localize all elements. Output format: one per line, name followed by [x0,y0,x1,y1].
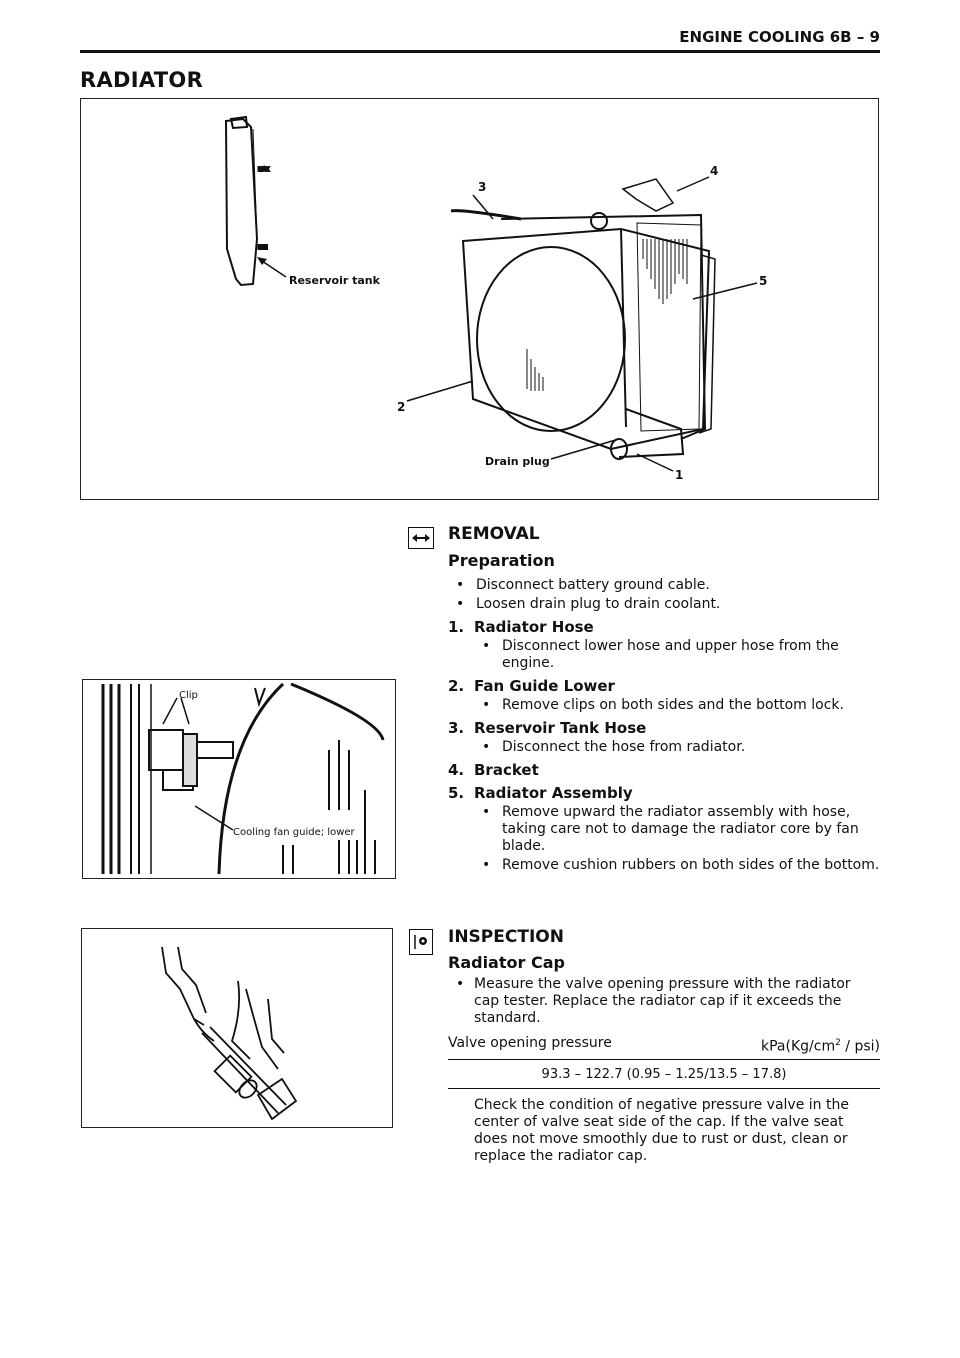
preparation-title: Preparation [448,551,555,570]
radiator-figure [80,98,879,500]
header-rule [80,50,880,53]
step-5-bullet: • Remove upward the radiator assembly with hose, taking care not to damage the radiator core by fan blade. [474,804,880,855]
inspection-body [448,976,880,1165]
step-1-bullet: • Disconnect lower hose and upper hose from the engine. [474,638,880,672]
step-5: 5. Radiator Assembly [448,784,633,802]
clip-illustration [83,680,395,878]
radiator-assembly-drawing [451,179,715,459]
step-2-bullet: • Remove clips on both sides and the bottom lock. [474,697,880,714]
prep-bullet: • Loosen drain plug to drain coolant. [448,596,880,613]
step-4: 4. Bracket [448,761,539,779]
reservoir-tank-label: Reservoir tank [289,274,380,287]
fan-guide-lower-label: Cooling fan guide; lower [233,827,355,838]
clip-drawing [103,684,383,874]
step-1: 1. Radiator Hose [448,618,594,636]
drain-plug-label: Drain plug [485,455,550,468]
prep-bullet: • Disconnect battery ground cable. [448,577,880,594]
svg-text:MIN: MIN [258,245,268,251]
spec-value: 93.3 – 122.7 (0.95 – 1.25/13.5 – 17.8) [448,1060,880,1089]
spec-label: Valve opening pressure [448,1035,612,1051]
inspect-icon [409,929,433,955]
section-title: RADIATOR [80,68,204,92]
spec-table [448,1035,880,1089]
callout-4: 4 [710,164,719,178]
fan-guide-clip-figure [82,679,396,879]
inspection-note: Check the condition of negative pressure valve in the center of valve seat side of the cap. If the valve seat does not move smoothly due to rust or dust, clean or replace the radiator cap. [474,1096,849,1164]
inspection-title: INSPECTION [448,927,564,947]
step-3: 3. Reservoir Tank Hose [448,719,647,737]
removal-title: REMOVAL [448,524,540,544]
cap-tester-illustration [82,929,392,1127]
page-header-title: ENGINE COOLING 6B – 9 [679,28,880,46]
spec-unit: $kPa(Kg/cm^2 / psi)$ [761,1038,880,1055]
step-3-bullet: • Disconnect the hose from radiator. [474,739,880,756]
callout-1: 1 [675,468,684,482]
spec-header-row [448,1035,880,1060]
hands-and-tester-drawing [162,947,296,1119]
double-arrow-icon [412,532,430,544]
inspection-bullet: • Measure the valve opening pressure with the radiator cap tester. Replace the radiator cap if it exceeds the standard. [448,976,880,1027]
radiator-cap-title: Radiator Cap [448,953,565,972]
magnifier-eye-icon [413,933,429,951]
remove-install-icon [408,527,434,549]
callout-2: 2 [397,400,406,414]
removal-body [448,577,880,876]
callout-5: 5 [759,274,768,288]
radiator-core-hatching [527,239,687,391]
callout-3: 3 [478,180,487,194]
cap-tester-figure [81,928,393,1128]
step-5-bullet: • Remove cushion rubbers on both sides of the bottom. [474,857,880,874]
clip-label: Clip [179,690,198,701]
svg-text:MAX: MAX [258,167,270,173]
step-2: 2. Fan Guide Lower [448,677,615,695]
radiator-illustration [81,99,878,499]
